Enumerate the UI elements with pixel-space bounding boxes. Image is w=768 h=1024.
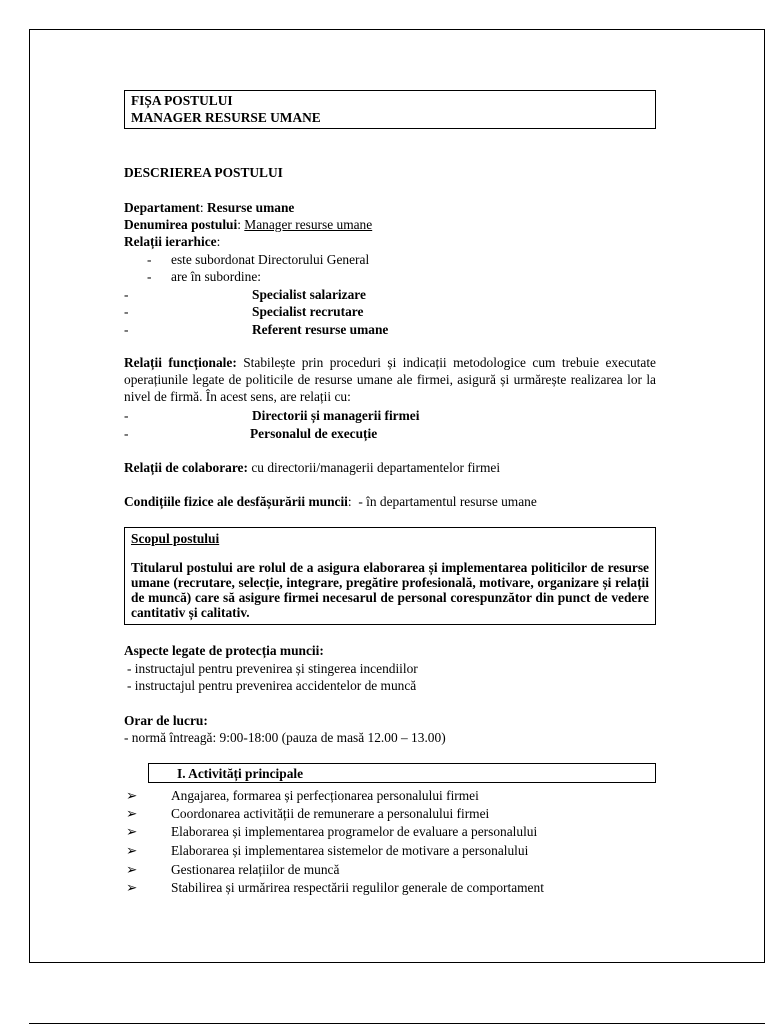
- activity-item: Stabilirea și urmărirea respectării regulilor generale de comportament: [171, 880, 544, 895]
- scope-text: Titularul postului are rolul de a asigura elaborarea și implementarea politicilor de resurse umane (recrutare, selecție, integrare, pregătire profesională, motivare, organizare și relații de muncă) care să asigure firmei necesarul de personal corespunzător din punct de vedere cantitativ și calitativ.: [131, 560, 649, 620]
- arrow-bullet-icon: ➢: [126, 788, 138, 803]
- title-box: [124, 90, 656, 129]
- protection-heading: Aspecte legate de protecția muncii:: [124, 643, 324, 658]
- subordinate-dash-3: -: [124, 322, 129, 337]
- arrow-bullet-icon: ➢: [126, 880, 138, 895]
- schedule-heading: Orar de lucru:: [124, 713, 208, 728]
- activity-item: Coordonarea activității de remunerare a personalului firmei: [171, 806, 490, 821]
- conditions-text: - în departamentul resurse umane: [358, 494, 537, 509]
- subordinate-2: Specialist recrutare: [252, 304, 364, 319]
- department-value: Resurse umane: [206, 200, 295, 215]
- collaboration-line: [124, 459, 500, 476]
- hierarchy-item-2: are în subordine:: [171, 269, 261, 284]
- subordinate-dash-1: -: [124, 287, 129, 302]
- subordinate-3: Referent resurse umane: [252, 322, 389, 337]
- functional-dash-2: -: [124, 426, 129, 441]
- job-name-label: Denumirea postului: [124, 217, 238, 232]
- schedule-text: - normă întreagă: 9:00-18:00 (pauza de masă 12.00 – 13.00): [124, 730, 446, 745]
- conditions-label: Condițiile fizice ale desfășurării muncii: [124, 494, 348, 509]
- activity-item: Elaborarea și implementarea programelor de evaluare a personalului: [171, 824, 538, 839]
- description-heading: DESCRIEREA POSTULUI: [124, 165, 283, 180]
- department-line: Departament: Resurse umane: [124, 200, 295, 215]
- collaboration-label: Relații de colaborare:: [124, 460, 248, 475]
- department-label: Departament: [124, 200, 200, 215]
- functional-item-2: Personalul de execuție: [250, 426, 378, 441]
- hierarchy-item-1: este subordonat Directorului General: [171, 252, 370, 267]
- conditions-line: Condițiile fizice ale desfășurării muncii: - în departamentul resurse umane: [124, 494, 537, 509]
- subordinate-dash-2: -: [124, 304, 129, 319]
- arrow-bullet-icon: ➢: [126, 806, 138, 821]
- job-name-value: Manager resurse umane: [244, 217, 373, 232]
- hierarchy-label: Relații ierarhice: [124, 234, 217, 249]
- activity-item: Angajarea, formarea și perfecționarea personalului firmei: [171, 788, 479, 803]
- subordinate-1: Specialist salarizare: [252, 287, 366, 302]
- scope-heading: Scopul postului: [131, 531, 220, 546]
- activity-item: Elaborarea și implementarea sistemelor de motivare a personalului: [171, 843, 529, 858]
- doc-title: FIȘA POSTULUI: [131, 93, 233, 108]
- activity-item: Gestionarea relațiilor de muncă: [171, 862, 340, 877]
- functional-label: Relații funcționale:: [124, 355, 237, 370]
- hierarchy-dash-1: -: [147, 252, 152, 267]
- arrow-bullet-icon: ➢: [126, 862, 138, 877]
- functional-text: Stabilește prin proceduri și indicații metodologice cum trebuie executate operațiunile legate de politicile de resurse umane ale firmei, asigură și urmărește realizarea lor la nivel de firmă. În acest sens, are relații cu:: [124, 355, 656, 404]
- hierarchy-line: Relații ierarhice:: [124, 234, 221, 249]
- doc-subtitle: MANAGER RESURSE UMANE: [131, 110, 321, 125]
- collaboration-text: cu directorii/managerii departamentelor firmei: [251, 460, 501, 475]
- functional-item-1: Directorii și managerii firmei: [252, 408, 420, 423]
- protection-item-1: - instructajul pentru prevenirea și stingerea incendiilor: [127, 661, 418, 676]
- hierarchy-dash-2: -: [147, 269, 152, 284]
- arrow-bullet-icon: ➢: [126, 843, 138, 858]
- job-name-line: Denumirea postului: Manager resurse umane: [124, 217, 373, 232]
- protection-item-2: - instructajul pentru prevenirea accidentelor de muncă: [127, 678, 417, 693]
- arrow-bullet-icon: ➢: [126, 824, 138, 839]
- functional-paragraph: [124, 354, 656, 405]
- functional-dash-1: -: [124, 408, 129, 423]
- scope-box: [124, 527, 656, 625]
- activities-heading: I. Activități principale: [148, 763, 656, 783]
